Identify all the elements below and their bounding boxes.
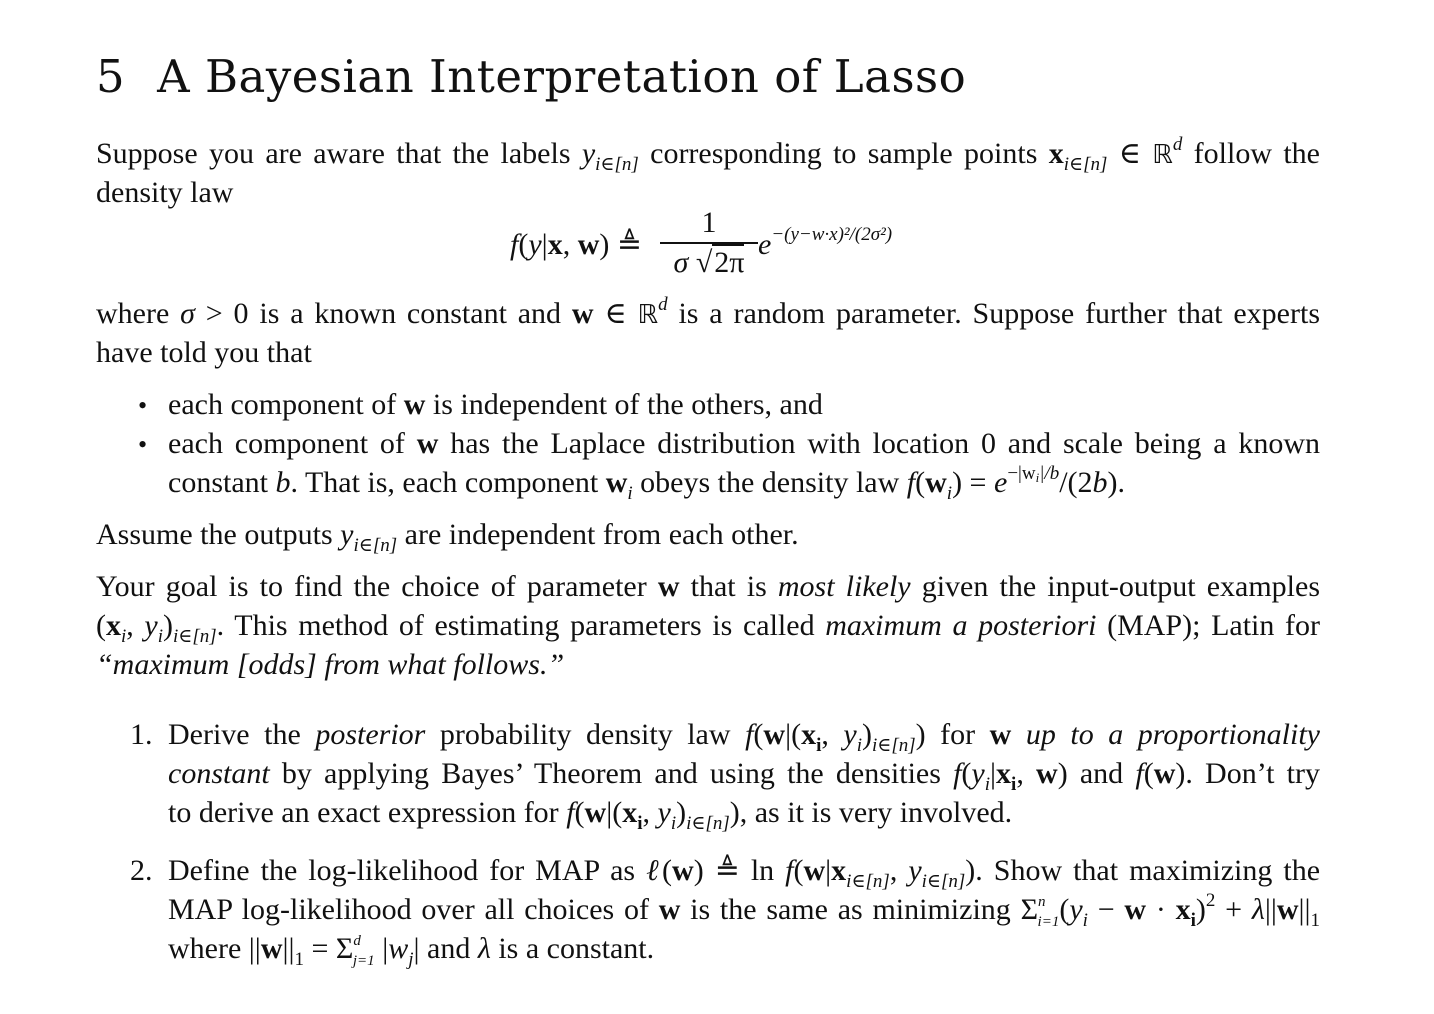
where-line-1: where σ > 0 is a known constant and w ∈ ℝ$^d$ is a random parameter. Suppose further that experts [96,294,1320,330]
item-1-line-2: constant by applying Bayes’ Theorem and using the densities $f(y_i|x_i$, w) and f(w). Don’t try [168,757,1321,795]
section-number: 5 [96,50,126,103]
goal-line-3: “maximum [odds] from what follows.” [96,648,565,681]
bullet-item-1: each component of w is independent of the others, and [168,388,823,421]
exponent: −(y−w·x)²/(2σ²) [771,224,893,245]
goal-line-1: Your goal is to find the choice of parameter w that is most likely given the input-output examples [96,570,1320,603]
item-2-line-1: Define the log-likelihood for MAP as ℓ(w) ≜ $\ln f(w|x_{i\in[n]}$, $y_{i\in[n]}$). Show that maximizing the [168,854,1321,892]
bullet-item-2-line-2: constant b. That is, each component $w_i$ obeys the density law $f(w_i) = e^{-|wi|/b}/(2b)$. [168,463,1126,504]
equation-lhs: f(y|x, w) ≜ [510,228,642,261]
item-1-line-3: to derive an exact expression for $f(w|(x_i$, $y_i)_{i\in[n]}$), as it is very involved. [168,796,1013,834]
equation-exponential: $e^{-(y-w\cdot x)^2/(2\sigma^2)}$ [758,224,893,261]
item-2-number: 2. [130,854,153,887]
section-title-text: A Bayesian Interpretation of Lasso [157,50,967,103]
section-title [96,50,966,103]
item-2-line-2: MAP log-likelihood over all choices of w is the same as minimizing $\Sigma^n_{i=1}(y_i - w \cdot x_i)^2 + \lambda||w||_1$ [168,890,1321,931]
item-2-line-3: where $||w||_1 = \Sigma^d_{j=1}$ $|w_j|$ and λ is a constant. [168,932,655,970]
bullet-marker-2: • [138,430,148,459]
fraction-numerator: 1 [701,206,717,239]
fraction-denominator: σ √2π [673,246,745,279]
intro-line-1: Suppose you are aware that the labels $y_{i\in[n]}$ corresponding to sample points $x_{i\in[n]}$ ∈ ℝ$^d$ follow the [96,134,1320,175]
item-1-number: 1. [130,718,153,751]
intro-line-2: density law [96,176,234,209]
assume-line: Assume the outputs $y_{i\in[n]}$ are independent from each other. [96,518,799,556]
bullet-marker-1: • [138,391,148,420]
bullet-item-2-line-1: each component of w has the Laplace distribution with location 0 and scale being a known [168,427,1320,460]
item-1-line-1: Derive the posterior probability density law $f(w|(x_i$, $y_i)_{i\in[n]}$) for w up to a proportionality [168,718,1321,756]
goal-line-2: ($x_i$, $y_i)_{i\in[n]}$. This method of estimating parameters is called maximum a posteriori (MAP); Latin for [96,609,1320,647]
where-line-2: have told you that [96,336,312,369]
equation-fraction [660,204,758,282]
